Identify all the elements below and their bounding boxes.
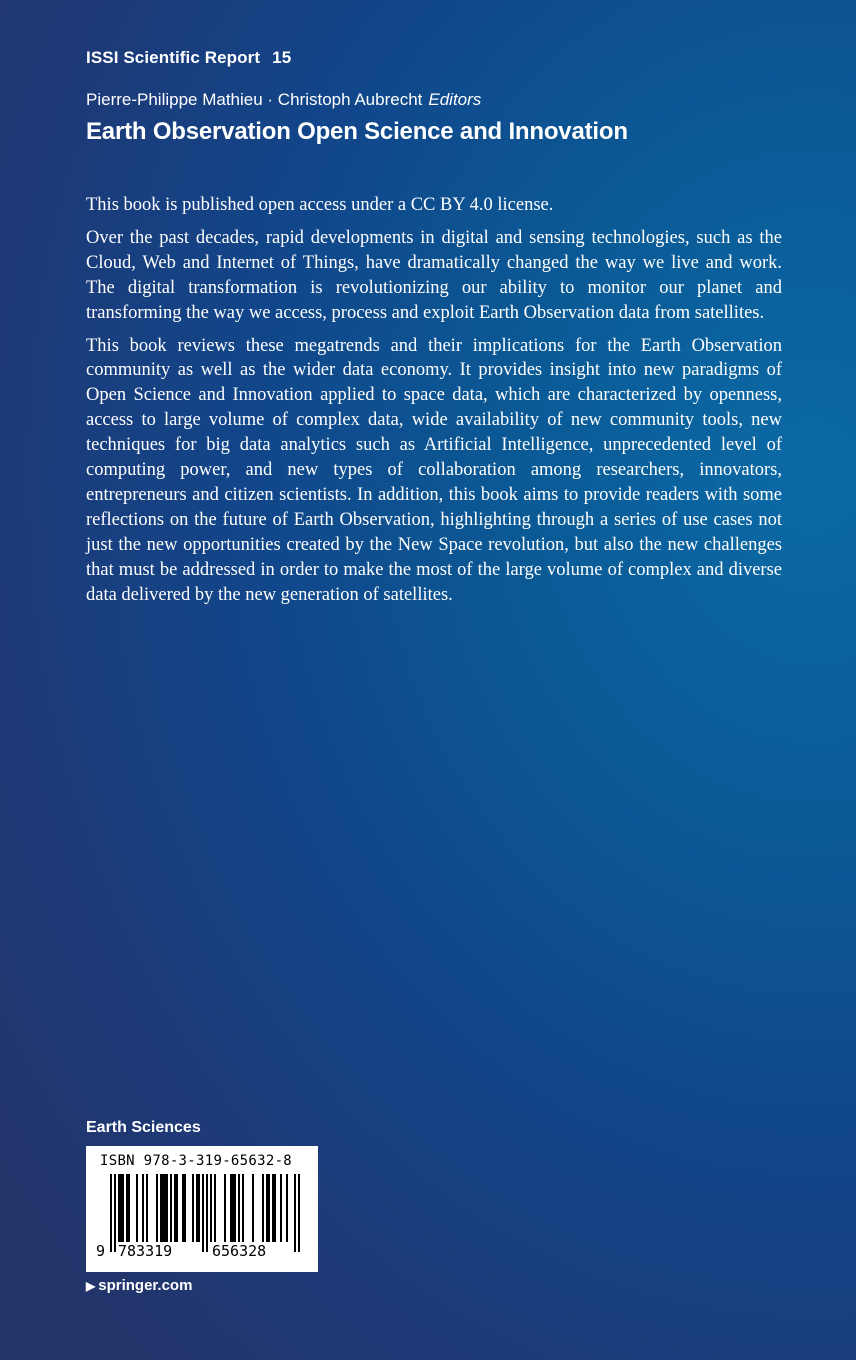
series-name: ISSI Scientific Report xyxy=(86,48,261,67)
barcode-bar xyxy=(224,1174,226,1242)
barcode-bar xyxy=(262,1174,264,1242)
barcode-bar xyxy=(252,1174,254,1242)
barcode-bar xyxy=(192,1174,194,1242)
barcode-bar xyxy=(214,1174,216,1242)
barcode-bar xyxy=(272,1174,274,1242)
barcode-bar xyxy=(120,1174,122,1242)
barcode-bars xyxy=(86,1146,318,1272)
barcode-bar xyxy=(110,1174,112,1252)
barcode-bar xyxy=(210,1174,212,1242)
barcode-bar xyxy=(230,1174,232,1242)
series-number: 15 xyxy=(272,48,292,67)
publisher-website[interactable] xyxy=(86,1277,192,1294)
barcode-bar xyxy=(196,1174,198,1242)
barcode-bar xyxy=(170,1174,172,1242)
barcode-bar xyxy=(162,1174,164,1242)
barcode-bar xyxy=(126,1174,128,1242)
barcode-bar xyxy=(118,1174,120,1242)
barcode-bar xyxy=(160,1174,162,1242)
barcode-bar xyxy=(268,1174,270,1242)
isbn-label: ISBN 978-3-319-65632-8 xyxy=(100,1153,293,1169)
subject-category: Earth Sciences xyxy=(86,1119,201,1136)
barcode-bar xyxy=(176,1174,178,1242)
barcode-bar xyxy=(232,1174,234,1242)
barcode-digits: 783319 xyxy=(118,1242,173,1260)
barcode-bar xyxy=(122,1174,124,1242)
barcode-bar xyxy=(136,1174,138,1242)
barcode-bar xyxy=(206,1174,208,1252)
barcode-bar xyxy=(294,1174,296,1252)
barcode-bar xyxy=(128,1174,130,1242)
barcode-bar xyxy=(280,1174,282,1242)
blurb-paragraph-summary: This book reviews these megatrends and their implications for the Earth Observation community as well as the wider data economy. It provides insight into new paradigms of Open Science and Innovation applied to space data, which are characterized by openness, access to large volume of complex data, wide availability of new community tools, new techniques for big data analytics such as Artificial Intelligence, unprecedented level of computing power, and new types of collaboration among researchers, innovators, entrepreneurs and citizen scientists. In addition, this book aims to provide readers with some reflections on the future of Earth Observation, highlighting through a series of use cases not just the new opportunities created by the New Space revolution, but also the new challenges that must be addressed in order to make the most of the large volume of complex and diverse data delivered by the new generation of satellites. xyxy=(86,335,782,605)
barcode-bar xyxy=(184,1174,186,1242)
blurb-paragraph-intro: Over the past decades, rapid developments in digital and sensing technologies, such as the Cloud, Web and Internet of Things, have dramatically changed the way we live and work. The digital transformation is revolutionizing our ability to monitor our planet and transforming the way we access, process and exploit Earth Observation data from satellites. xyxy=(86,227,782,323)
editors-role: Editors xyxy=(428,90,482,109)
barcode-bar xyxy=(114,1174,116,1252)
barcode-digits: 656328 xyxy=(212,1242,267,1260)
back-cover-blurb xyxy=(86,193,782,616)
barcode-bar xyxy=(286,1174,288,1242)
book-title: Earth Observation Open Science and Innovation xyxy=(86,118,628,145)
series-label xyxy=(86,48,291,68)
barcode-bar xyxy=(142,1174,144,1242)
barcode-bar xyxy=(174,1174,176,1242)
barcode-bar xyxy=(182,1174,184,1242)
arrow-right-icon: ▶ xyxy=(86,1279,96,1293)
barcode-bar xyxy=(298,1174,300,1252)
barcode-bar xyxy=(166,1174,168,1242)
barcode-bar xyxy=(146,1174,148,1242)
barcode-bar xyxy=(202,1174,204,1252)
barcode-digits: 9 xyxy=(96,1242,106,1260)
barcode-bar xyxy=(266,1174,268,1242)
website-label: springer.com xyxy=(98,1277,193,1294)
barcode-bar xyxy=(234,1174,236,1242)
blurb-paragraph-license: This book is published open access under a CC BY 4.0 license. xyxy=(86,195,554,215)
barcode-bar xyxy=(242,1174,244,1242)
barcode-bar xyxy=(164,1174,166,1242)
barcode-bar xyxy=(238,1174,240,1242)
editor-names: Pierre-Philippe Mathieu · Christoph Aubrecht xyxy=(86,90,423,109)
barcode-bar xyxy=(198,1174,200,1242)
barcode-bar xyxy=(156,1174,158,1242)
barcode-bar xyxy=(274,1174,276,1242)
isbn-barcode xyxy=(86,1146,318,1272)
editors-line xyxy=(86,90,481,110)
